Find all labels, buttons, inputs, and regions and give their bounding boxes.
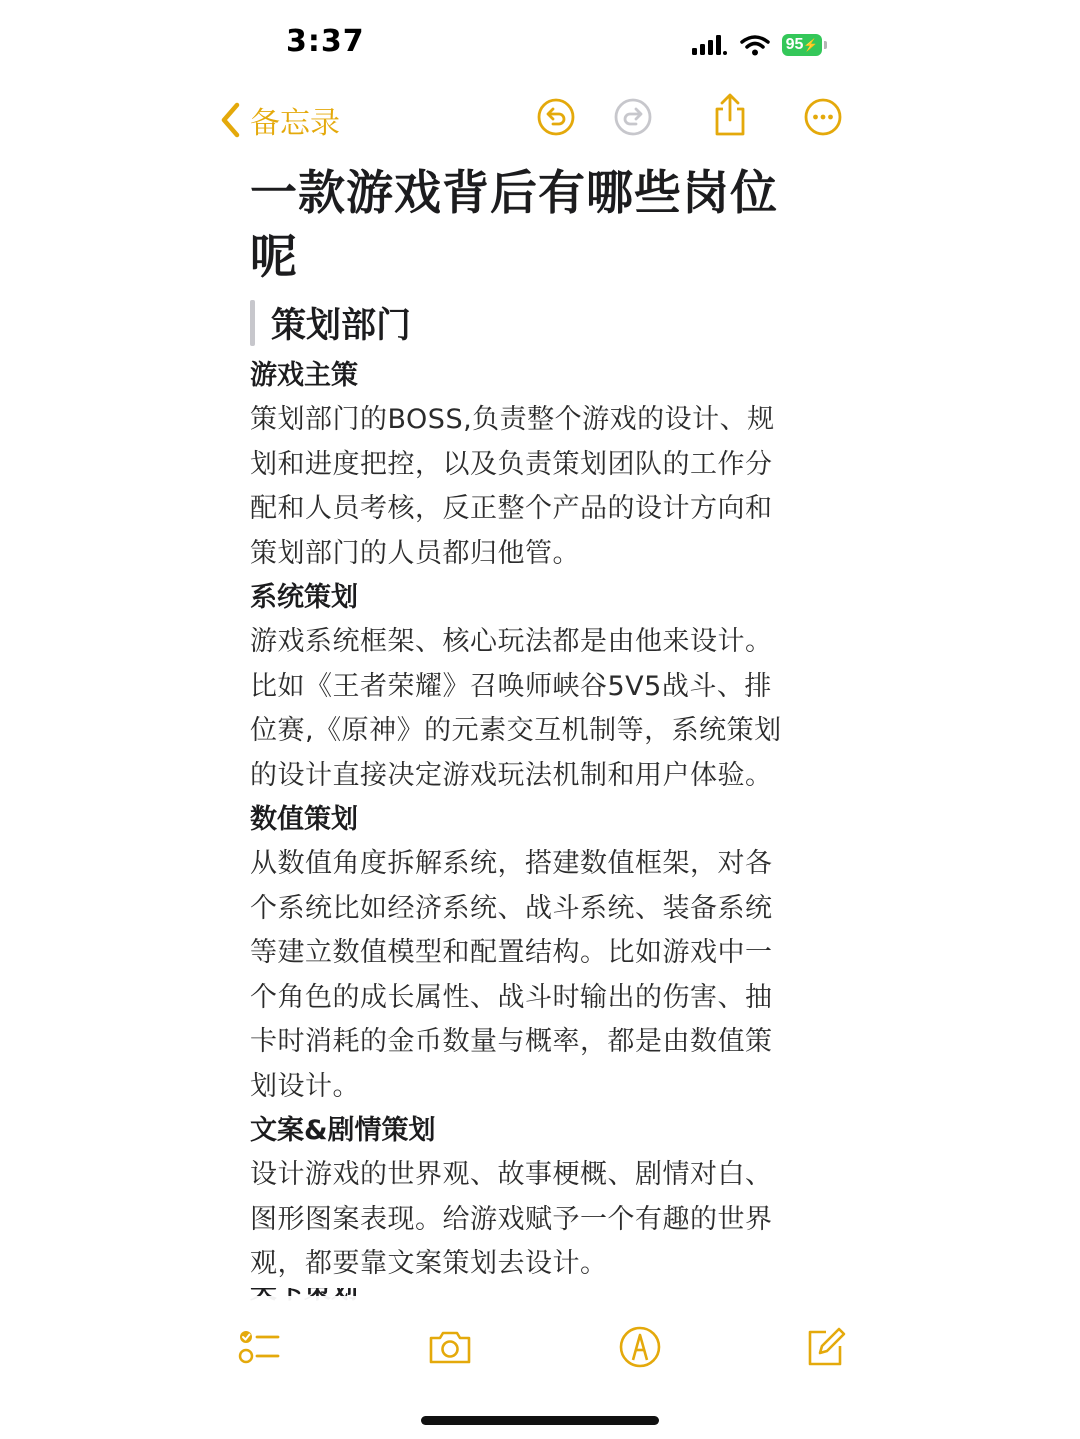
note-title xyxy=(250,162,830,290)
body-line: 游戏系统框架、核心玩法都是由他来设计。 xyxy=(250,626,773,657)
compose-icon[interactable] xyxy=(802,1324,848,1370)
subsection-lead-designer xyxy=(250,354,830,576)
body-line: 设计游戏的世界观、故事梗概、剧情对白、 xyxy=(250,1159,773,1190)
body-line: 从数值角度拆解系统，搭建数值框架，对各 xyxy=(250,848,773,879)
status-icons xyxy=(690,28,827,62)
note-title-line-1: 一款游戏背后有哪些岗位 xyxy=(250,166,778,221)
section-heading-text: 策划部门 xyxy=(271,306,412,346)
subsection-body xyxy=(250,1153,830,1287)
subsection-heading: 文案&剧情策划 xyxy=(250,1115,436,1146)
share-icon[interactable] xyxy=(710,92,750,138)
battery-tip xyxy=(824,41,827,49)
body-line: 划设计。 xyxy=(250,1070,360,1102)
more-icon[interactable] xyxy=(803,97,843,137)
back-label: 备忘录 xyxy=(250,106,340,141)
markup-pen-icon[interactable] xyxy=(617,1324,663,1370)
body-line: 个角色的成长属性、战斗时输出的伤害、抽 xyxy=(250,981,773,1013)
subsection-numeric-designer xyxy=(250,798,830,1109)
body-line: 等建立数值模型和配置结构。比如游戏中一 xyxy=(250,937,773,968)
body-line: 个系统比如经济系统、战斗系统、装备系统 xyxy=(250,892,773,924)
subsection-narrative-designer xyxy=(250,1109,830,1287)
chevron-left-icon xyxy=(218,101,242,139)
camera-icon[interactable] xyxy=(427,1324,473,1370)
block-quote-bar xyxy=(250,300,255,346)
battery-percent: 95 xyxy=(785,36,804,53)
subsection-heading: 系统策划 xyxy=(250,582,358,613)
status-time: 3:37 xyxy=(286,24,365,59)
body-line: 比如《王者荣耀》召唤师峡谷5V5战斗、排 xyxy=(250,670,772,702)
subsection-body xyxy=(250,620,830,798)
subsection-heading: 数值策划 xyxy=(250,804,358,835)
home-indicator[interactable] xyxy=(421,1416,659,1425)
body-line: 的设计直接决定游戏玩法机制和用户体验。 xyxy=(250,759,773,791)
battery-level: 95 ⚡ xyxy=(782,34,822,56)
redo-icon[interactable] xyxy=(613,97,653,137)
checklist-icon[interactable] xyxy=(236,1324,282,1370)
note-title-line-2: 呢 xyxy=(250,230,298,285)
body-line: 策划部门的人员都归他管。 xyxy=(250,537,580,569)
body-line: 划和进度把控，以及负责策划团队的工作分 xyxy=(250,448,773,480)
body-line: 图形图案表现。给游戏赋予一个有趣的世界 xyxy=(250,1203,773,1235)
note-body[interactable] xyxy=(250,162,830,1287)
section-heading xyxy=(250,298,830,348)
body-line: 策划部门的BOSS,负责整个游戏的设计、规 xyxy=(250,404,775,435)
subsection-body xyxy=(250,842,830,1109)
wifi-icon xyxy=(740,33,770,57)
subsection-heading: 游戏主策 xyxy=(250,360,358,391)
bottom-toolbar xyxy=(0,1316,1080,1376)
subsection-system-designer xyxy=(250,576,830,798)
battery-indicator xyxy=(782,34,827,56)
nav-bar xyxy=(0,88,1080,150)
status-bar xyxy=(0,0,1080,90)
undo-icon[interactable] xyxy=(536,97,576,137)
cellular-signal-icon xyxy=(690,33,728,57)
body-line: 配和人员考核，反正整个产品的设计方向和 xyxy=(250,493,773,524)
subsection-body xyxy=(250,398,830,576)
body-line: 位赛,《原神》的元素交互机制等，系统策划 xyxy=(250,715,782,746)
body-line: 观，都要靠文案策划去设计。 xyxy=(250,1248,608,1279)
body-line: 卡时消耗的金币数量与概率，都是由数值策 xyxy=(250,1026,773,1057)
back-button[interactable] xyxy=(218,98,340,142)
